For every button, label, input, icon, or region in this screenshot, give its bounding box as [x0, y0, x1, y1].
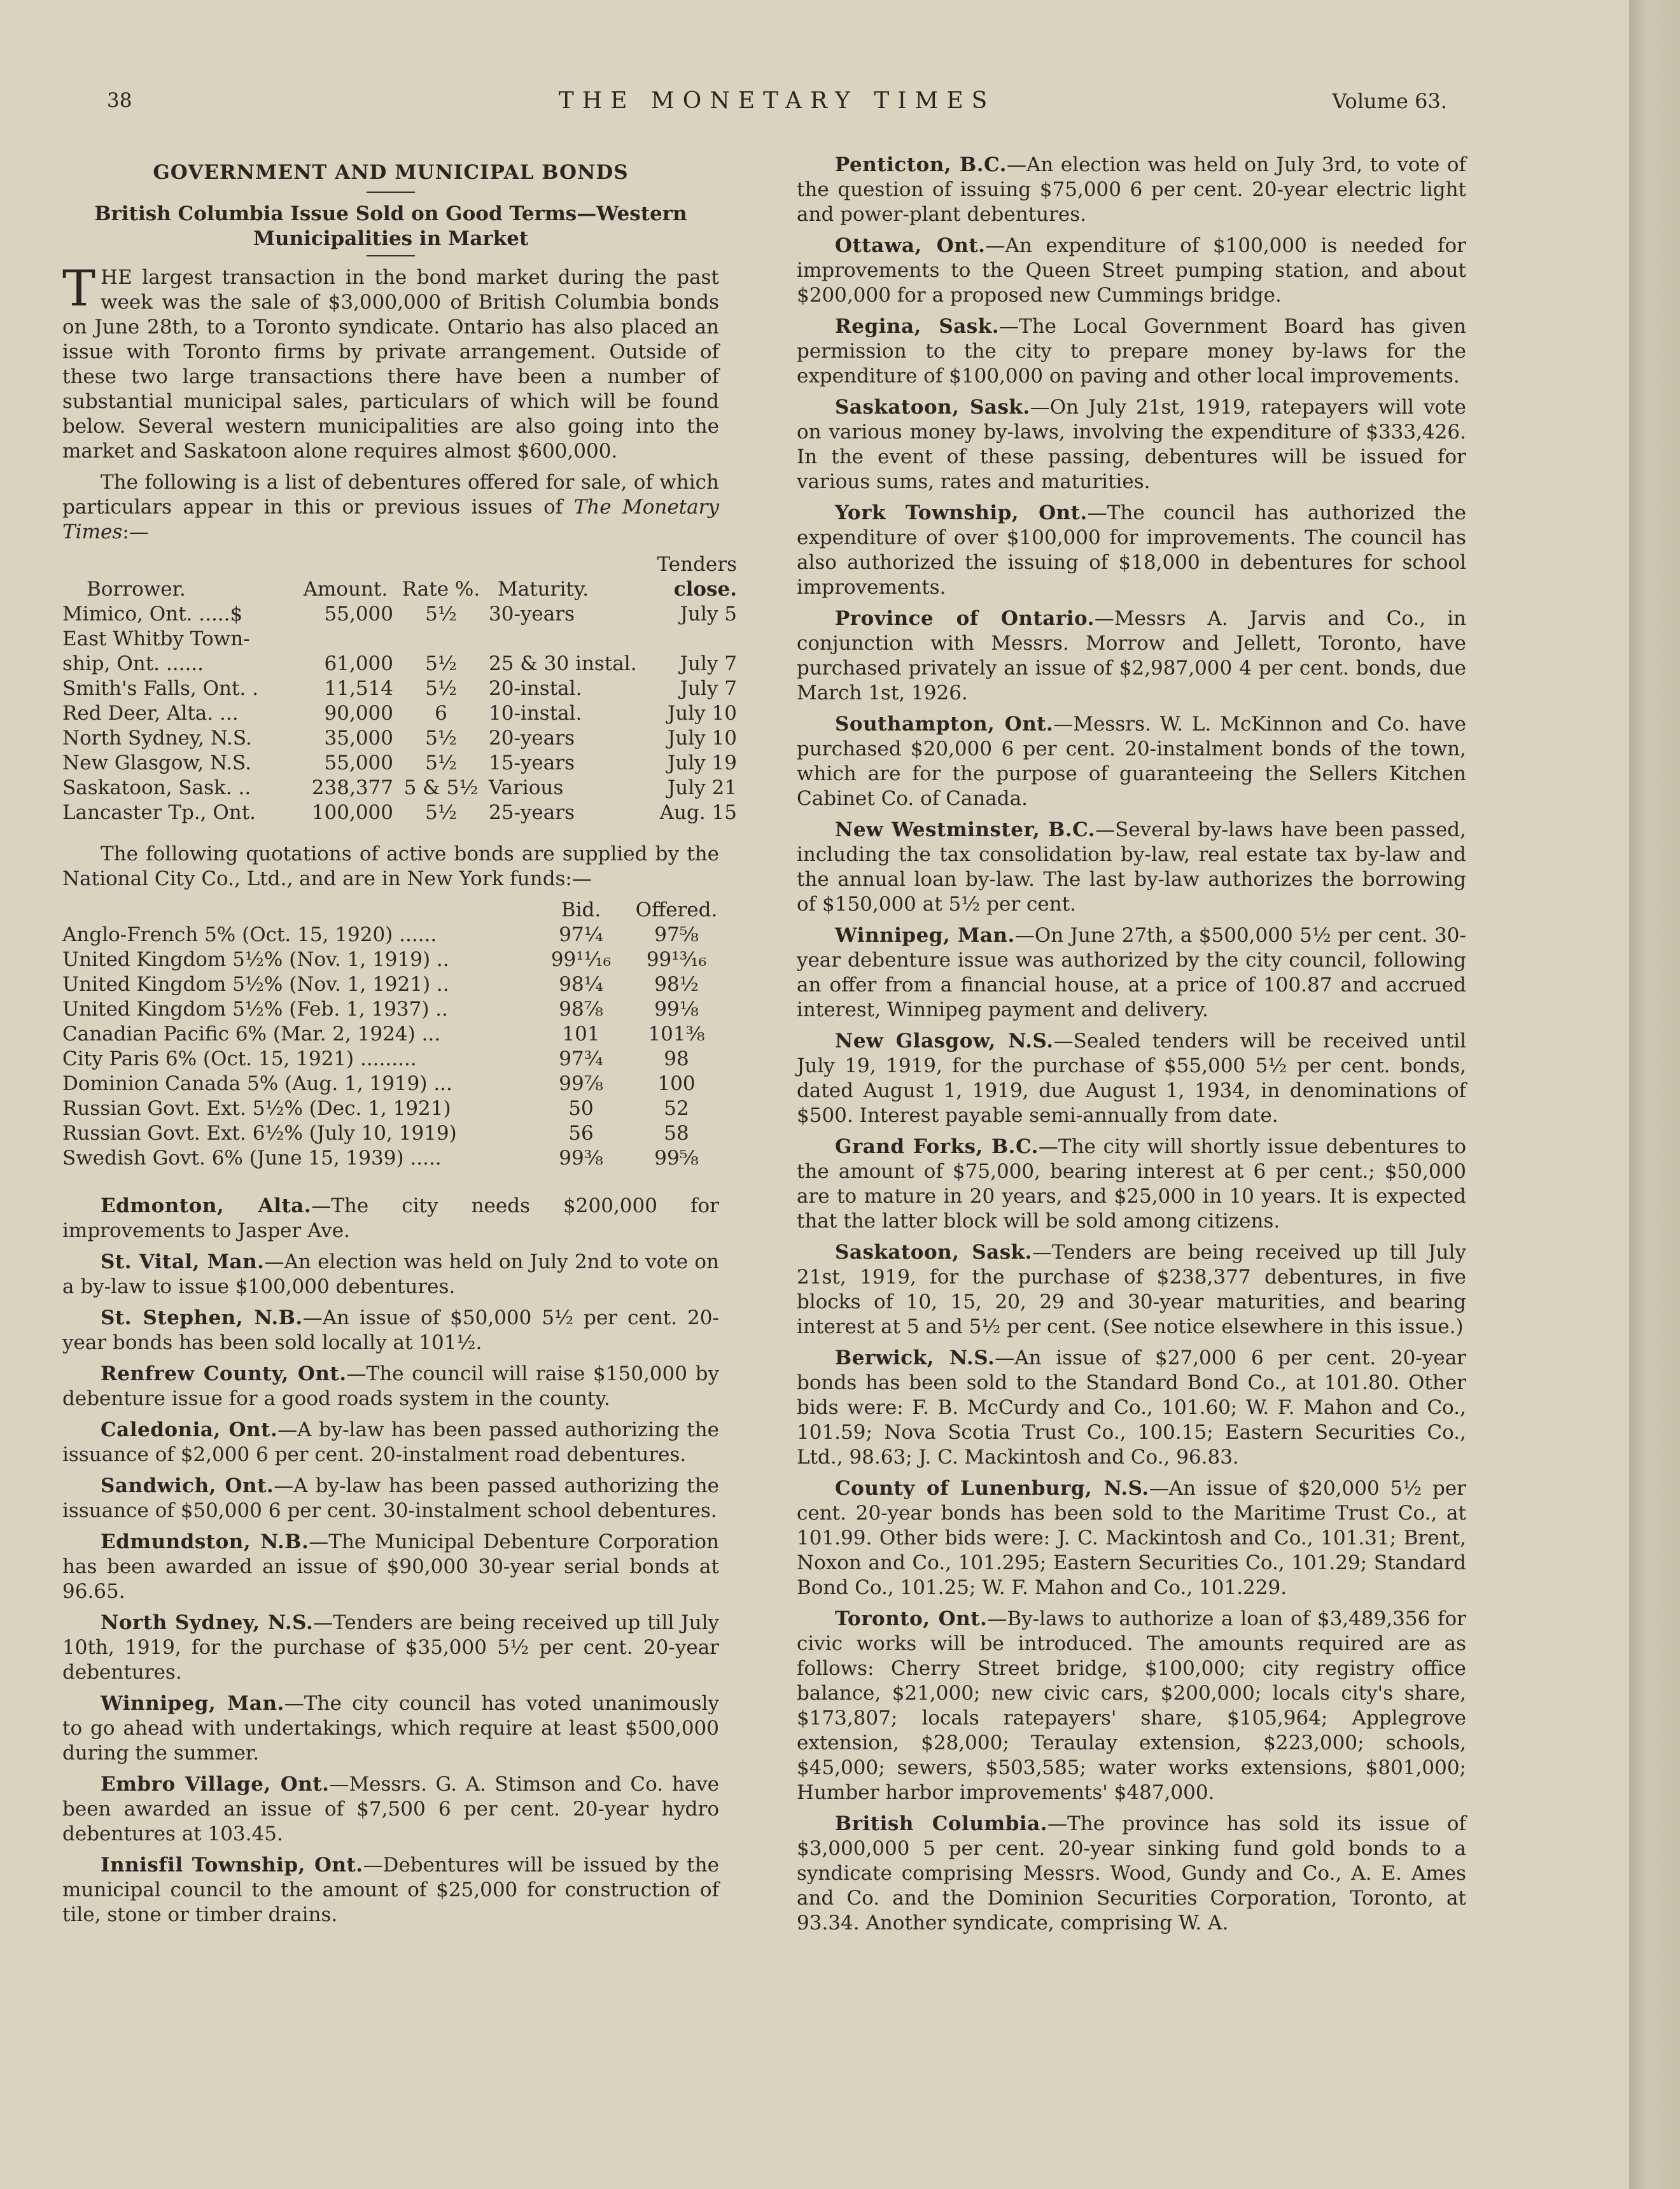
table-row: [62, 701, 737, 726]
rate-cell: 5½: [425, 603, 457, 626]
bond-name-cell: Anglo-French 5% (Oct. 15, 1920) ......: [62, 923, 437, 946]
rate-cell: 5½: [425, 801, 457, 824]
place-name: York Township, Ont.: [835, 501, 1088, 524]
news-item: [797, 1607, 1466, 1805]
adjacent-page-edge: [1629, 0, 1680, 2189]
item-text: —Sealed tenders will be received until July 19, 1919, for the purchase of $55,000 5½ per cent. bonds, dated August 1, 1919, due August 1, 1934, in denominations of $500. Interest payable semi-annually from date.: [797, 1030, 1466, 1127]
amount-cell: 238,377: [311, 776, 393, 799]
header-tenders: Tenders: [657, 553, 737, 576]
table-row: [62, 627, 737, 652]
publication-title: THE MONETARY TIMES: [558, 88, 996, 114]
title-rule: [367, 192, 415, 193]
table-row: [62, 652, 737, 676]
place-name: Renfrew County, Ont.: [101, 1362, 347, 1385]
item-text: —The city will shortly issue debentures to the amount of $75,000, bearing interest at 6 per cent.; $50,000 are to mature in 20 years, and $25,000 in 10 years. It is expected that the latter block will be sold among citizens.: [797, 1135, 1467, 1233]
table-row: [62, 923, 724, 948]
item-text: —Tenders are being received up till July 21st, 1919, for the purchase of $238,377 debentures, in five blocks of 10, 15, 20, 29 and 30-year maturities, and bearing interest at 5 and 5½ per cent. (See notice elsewhere in this issue.): [797, 1241, 1466, 1338]
place-name: North Sydney, N.S.: [101, 1611, 314, 1634]
section-title: GOVERNMENT AND MUNICIPAL BONDS: [153, 161, 629, 184]
news-item: [797, 818, 1466, 917]
news-item: [797, 314, 1466, 389]
table-row: [62, 1096, 724, 1121]
list-intro-end: :—: [122, 521, 149, 543]
place-name: Saskatoon, Sask.: [835, 396, 1030, 419]
item-text: —An election was held on July 3rd, to vote of the question of issuing $75,000 6 per cent. 20-year electric light and power-plant debentures.: [797, 153, 1466, 226]
item-text: —Several by-laws have been passed, including the tax consolidation by-law, real estate tax by-law and the annual loan by-law. The last by-law authorizes the borrowing of $150,000 at 5½ per cent.: [797, 818, 1466, 916]
item-text: —Messrs. W. L. McKinnon and Co. have purchased $20,000 6 per cent. 20-instalment bonds of the town, which are for the purpose of guaranteeing the Sellers Kitchen Cabinet Co. of Canada.: [797, 713, 1466, 810]
item-text: —The province has sold its issue of $3,000,000 5 per cent. 20-year sinking fund gold bonds to a syndicate comprising Messrs. Wood, Gundy and Co., A. E. Ames and Co. and the Dominion Securities Corporation, Toronto, at 93.34. Another syndicate, comprising W. A.: [797, 1812, 1467, 1934]
place-name: Regina, Sask.: [835, 315, 1000, 338]
debentures-table: [62, 552, 737, 825]
list-intro-paragraph: [62, 470, 719, 545]
item-text: —A by-law has been passed authorizing the issuance of $2,000 6 per cent. 20-instalment road debentures.: [62, 1418, 719, 1466]
news-item: [797, 153, 1466, 227]
place-name: St. Stephen, N.B.: [101, 1306, 303, 1329]
news-item: [797, 712, 1466, 811]
maturity-cell: 25 & 30 instal.: [489, 652, 637, 675]
item-text: —A by-law has been passed authorizing the issuance of $50,000 6 per cent. 30-instalment school debentures.: [62, 1474, 719, 1522]
publication-reference: The Monetary Times: [62, 496, 719, 543]
bid-cell: 98⅞: [559, 998, 603, 1021]
rate-cell: 5½: [425, 727, 457, 750]
page-header: [107, 89, 1447, 121]
item-text: —Messrs A. Jarvis and Co., in conjunction with Messrs. Morrow and Jellett, Toronto, have purchased privately an issue of $2,987,000 4 per cent. bonds, due March 1st, 1926.: [797, 607, 1466, 704]
borrower-cell: Lancaster Tp., Ont.: [62, 801, 256, 824]
borrower-cell: Mimico, Ont. .....$: [62, 603, 243, 626]
table-row: [62, 1072, 724, 1096]
news-item: [797, 395, 1466, 494]
news-item: [62, 1691, 719, 1766]
place-name: Embro Village, Ont.: [101, 1773, 330, 1796]
table-row: [62, 1121, 724, 1146]
place-name: Caledonia, Ont.: [101, 1418, 278, 1441]
header-borrower: Borrower.: [87, 578, 186, 601]
close-cell: Aug. 15: [659, 801, 737, 824]
rate-cell: 5½: [425, 652, 457, 675]
bond-name-cell: Dominion Canada 5% (Aug. 1, 1919) ...: [62, 1072, 452, 1095]
bid-cell: 99¹¹⁄₁₆: [550, 948, 612, 971]
close-cell: July 10: [667, 727, 737, 750]
news-item: [62, 1306, 719, 1355]
item-text: —The council will raise $150,000 by debenture issue for a good roads system in the county.: [62, 1362, 719, 1410]
place-name: New Westminster, B.C.: [835, 818, 1096, 841]
amount-cell: 90,000: [324, 702, 393, 725]
place-name: Berwick, N.S.: [835, 1346, 995, 1369]
item-text: —An issue of $50,000 5½ per cent. 20-year bonds has been sold locally at 101½.: [62, 1306, 719, 1354]
right-column: [797, 153, 1466, 1942]
left-news-items: [62, 1194, 719, 1927]
place-name: Province of Ontario.: [835, 607, 1095, 630]
place-name: Innisfil Township, Ont.: [101, 1854, 363, 1877]
bid-cell: 50: [568, 1097, 594, 1120]
table-row: [62, 972, 724, 997]
borrower-cell: Saskatoon, Sask. ..: [62, 776, 251, 799]
place-name: Winnipeg, Man.: [835, 924, 1015, 947]
amount-cell: 61,000: [324, 652, 393, 675]
table-row: [62, 948, 724, 972]
list-intro-text: The following is a list of debentures offered for sale, of which particulars appear in this or previous issues of: [62, 471, 719, 519]
rate-cell: [393, 627, 489, 652]
close-cell: July 10: [667, 702, 737, 725]
item-text: —Messrs. G. A. Stimson and Co. have been awarded an issue of $7,500 6 per cent. 20-year hydro debentures at 103.45.: [62, 1773, 720, 1845]
item-text: —An issue of $20,000 5½ per cent. 20-year bonds has been sold to the Maritime Trust Co., at 101.99. Other bids were: J. C. Mackintosh and Co., 101.31; Brent, Noxon and Co., 101.295; Eastern Securities Co., 101.29; Standard Bond Co., 101.25; W. F. Mahon and Co., 101.229.: [797, 1477, 1466, 1599]
left-column: [62, 153, 737, 1934]
bond-name-cell: Russian Govt. Ext. 5½% (Dec. 1, 1921): [62, 1097, 451, 1120]
rate-cell: 5 & 5½: [403, 776, 479, 799]
article-subtitle: British Columbia Issue Sold on Good Terms—Western Municipalities in Market: [94, 202, 687, 250]
item-text: —Debentures will be issued by the municipal council to the amount of $25,000 for construction of tile, stone or timber drains.: [62, 1854, 719, 1926]
item-text: —Tenders are being received up till July 10th, 1919, for the purchase of $35,000 5½ per cent. 20-year debentures.: [62, 1611, 719, 1684]
close-cell: July 19: [667, 752, 737, 774]
close-cell: July 5: [680, 603, 737, 626]
place-name: Ottawa, Ont.: [835, 234, 986, 257]
news-item: [62, 1418, 719, 1467]
news-item: [797, 1476, 1466, 1600]
table-row: [62, 726, 737, 751]
maturity-cell: 20-instal.: [489, 677, 582, 700]
offered-cell: 98: [664, 1047, 689, 1070]
table-row: [62, 1022, 724, 1047]
offered-cell: 100: [657, 1072, 696, 1095]
header-close: close.: [673, 578, 737, 601]
borrower-cell: North Sydney, N.S.: [62, 727, 252, 750]
news-item: [62, 1194, 719, 1243]
news-item: [62, 1611, 719, 1685]
news-item: [62, 1250, 719, 1299]
borrower-cell: Red Deer, Alta. ...: [62, 702, 239, 725]
news-item: [62, 1853, 719, 1927]
subtitle-rule: [367, 255, 415, 256]
rate-cell: 5½: [425, 752, 457, 774]
news-item: [797, 606, 1466, 706]
drop-cap: T: [62, 260, 96, 318]
right-news-items: [797, 153, 1466, 1936]
item-text: —On July 21st, 1919, ratepayers will vote on various money by-laws, involving the expenditure of $333,426. In the event of these passing, debentures will be issued for various sums, rates and maturities.: [797, 396, 1466, 493]
borrower-cell: Smith's Falls, Ont. .: [62, 677, 258, 700]
item-text: —By-laws to authorize a loan of $3,489,356 for civic works will be introduced. The amounts required are as follows: Cherry Street bridge, $100,000; city registry office balance, $21,000; new civic cars, $200,000; locals city's share, $173,807; locals ratepayers' share, $105,964; Applegrove extension, $28,000; Teraulay extension, $223,000; schools, $45,000; sewers, $503,585; water works extensions, $801,000; Humber harbor improvements' $487,000.: [797, 1607, 1466, 1804]
offered-cell: 101⅜: [648, 1023, 705, 1046]
table-row: [62, 801, 737, 825]
bid-cell: 99⅞: [559, 1072, 603, 1095]
bid-cell: 101: [562, 1023, 600, 1046]
place-name: Winnipeg, Man.: [101, 1692, 284, 1715]
news-item: [797, 1346, 1466, 1470]
news-item: [62, 1530, 719, 1604]
place-name: Edmonton, Alta.: [101, 1194, 312, 1217]
amount-cell: 100,000: [311, 801, 393, 824]
item-text: —An election was held on July 2nd to vote on a by-law to issue $100,000 debentures.: [62, 1250, 719, 1298]
news-item: [62, 1474, 719, 1523]
news-item: [797, 1029, 1466, 1128]
close-cell: July 7: [680, 652, 737, 675]
page-number: 38: [107, 89, 132, 112]
item-text: —The Local Government Board has given permission to the city to prepare money by-laws for the expenditure of $100,000 on paving and other local improvements.: [797, 315, 1466, 388]
close-cell: [641, 627, 737, 652]
maturity-cell: 10-instal.: [489, 702, 582, 725]
header-offered: Offered.: [635, 899, 718, 921]
place-name: County of Lunenburg, N.S.: [835, 1477, 1149, 1500]
bond-name-cell: Swedish Govt. 6% (June 15, 1939) .....: [62, 1147, 442, 1170]
intro-paragraph: [62, 260, 719, 464]
amount-cell: 35,000: [324, 727, 393, 750]
item-text: —On June 27th, a $500,000 5½ per cent. 30-year debenture issue was authorized by the city council, following an offer from a financial house, at a price of 100.87 and accrued interest, Winnipeg payment and delivery.: [797, 924, 1466, 1021]
bond-name-cell: Russian Govt. Ext. 6½% (July 10, 1919): [62, 1122, 457, 1145]
news-item: [62, 1772, 719, 1847]
close-cell: July 21: [667, 776, 737, 799]
place-name: Toronto, Ont.: [835, 1607, 988, 1630]
bond-name-cell: City Paris 6% (Oct. 15, 1921) .........: [62, 1047, 417, 1070]
amount-cell: 11,514: [324, 677, 393, 700]
news-item: [797, 234, 1466, 308]
news-item: [62, 1362, 719, 1411]
rate-cell: 6: [435, 702, 447, 725]
intro-text: HE largest transaction in the bond market during the past week was the sale of $3,000,000 of British Columbia bonds on June 28th, to a Toronto syndicate. Ontario has also placed an issue with Toronto firms by private arrangement. Outside of these two large transactions there have been a number of substantial municipal sales, particulars of which will be found below. Several western municipalities are also going into the market and Saskatoon alone requires almost $600,000.: [62, 266, 719, 463]
quotes-intro-paragraph: The following quotations of active bonds are supplied by the National City Co., Ltd., and are in New York funds:—: [62, 843, 719, 890]
header-amount: Amount.: [303, 578, 388, 601]
bid-cell: 97¼: [559, 923, 603, 946]
maturity-cell: [489, 627, 641, 652]
place-name: New Glasgow, N.S.: [835, 1030, 1054, 1053]
table-row: [62, 676, 737, 701]
place-name: Southampton, Ont.: [835, 713, 1054, 736]
offered-cell: 97⅝: [654, 923, 699, 946]
quotations-table: [62, 898, 724, 1171]
bond-name-cell: Canadian Pacific 6% (Mar. 2, 1924) ...: [62, 1023, 441, 1046]
bid-cell: 99⅜: [559, 1147, 603, 1170]
offered-cell: 98½: [654, 973, 699, 996]
rate-cell: 5½: [425, 677, 457, 700]
maturity-cell: 25-years: [489, 801, 575, 824]
maturity-cell: 20-years: [489, 727, 575, 750]
borrower-cell: New Glasgow, N.S.: [62, 752, 251, 774]
table-row: [62, 1047, 724, 1072]
amount-cell: 55,000: [324, 752, 393, 774]
bid-cell: 98¼: [559, 973, 603, 996]
offered-cell: 52: [664, 1097, 689, 1120]
news-item: [797, 1240, 1466, 1339]
place-name: Edmundston, N.B.: [101, 1530, 309, 1553]
bid-cell: 56: [568, 1122, 594, 1145]
item-text: —An expenditure of $100,000 is needed for improvements to the Queen Street pumping station, and about $200,000 for a proposed new Cummings bridge.: [797, 234, 1466, 307]
place-name: St. Vital, Man.: [101, 1250, 265, 1273]
item-text: —The council has authorized the expenditure of over $100,000 for improvements. The council has also authorized the issuing of $18,000 in debentures for school improvements.: [797, 501, 1466, 599]
offered-cell: 99¹³⁄₁₆: [646, 948, 707, 971]
place-name: Sandwich, Ont.: [101, 1474, 274, 1497]
item-text: —An issue of $27,000 6 per cent. 20-year bonds has been sold to the Standard Bond Co., at 101.80. Other bids were: F. B. McCurdy and Co., 101.60; W. F. Mahon and Co., 101.59; Nova Scotia Trust Co., 100.15; Eastern Securities Co., Ltd., 98.63; J. C. Mackintosh and Co., 96.83.: [797, 1346, 1466, 1469]
maturity-cell: Various: [489, 776, 564, 799]
table-row: [62, 751, 737, 776]
item-text: —The city council has voted unanimously to go ahead with undertakings, which require at least $500,000 during the summer.: [62, 1692, 719, 1765]
bid-cell: 97¾: [559, 1047, 603, 1070]
place-name: British Columbia.: [835, 1812, 1048, 1835]
bond-name-cell: United Kingdom 5½% (Nov. 1, 1921) ..: [62, 973, 449, 996]
header-maturity: Maturity.: [498, 578, 589, 601]
close-cell: July 7: [680, 677, 737, 700]
borrower-cell: East Whitby Town-: [62, 627, 250, 650]
volume-label: Volume 63.: [1332, 89, 1447, 113]
place-name: Penticton, B.C.: [835, 153, 1007, 176]
news-item: [797, 1135, 1466, 1234]
table-row: [62, 1146, 724, 1171]
news-item: [797, 923, 1466, 1023]
maturity-cell: 30-years: [489, 603, 575, 626]
header-rate: Rate %.: [402, 578, 480, 601]
borrower-cell: ship, Ont. ......: [62, 652, 204, 675]
place-name: Saskatoon, Sask.: [835, 1241, 1032, 1264]
bond-name-cell: United Kingdom 5½% (Nov. 1, 1919) ..: [62, 948, 449, 971]
place-name: Grand Forks, B.C.: [835, 1135, 1039, 1158]
offered-cell: 99⅝: [654, 1147, 699, 1170]
item-text: —The Municipal Debenture Corporation has been awarded an issue of $90,000 30-year serial bonds at 96.65.: [62, 1530, 719, 1603]
bond-name-cell: United Kingdom 5½% (Feb. 1, 1937) ..: [62, 998, 449, 1021]
news-item: [797, 501, 1466, 600]
table-row: [62, 776, 737, 801]
news-item: [797, 1812, 1466, 1936]
maturity-cell: 15-years: [489, 752, 575, 774]
offered-cell: 99⅛: [654, 998, 699, 1021]
offered-cell: 58: [664, 1122, 689, 1145]
header-bid: Bid.: [561, 899, 601, 921]
amount-cell: [298, 627, 393, 652]
amount-cell: 55,000: [324, 603, 393, 626]
item-text: —The city needs $200,000 for improvements to Jasper Ave.: [62, 1194, 719, 1242]
table-row: [62, 602, 737, 627]
table-row: [62, 997, 724, 1022]
